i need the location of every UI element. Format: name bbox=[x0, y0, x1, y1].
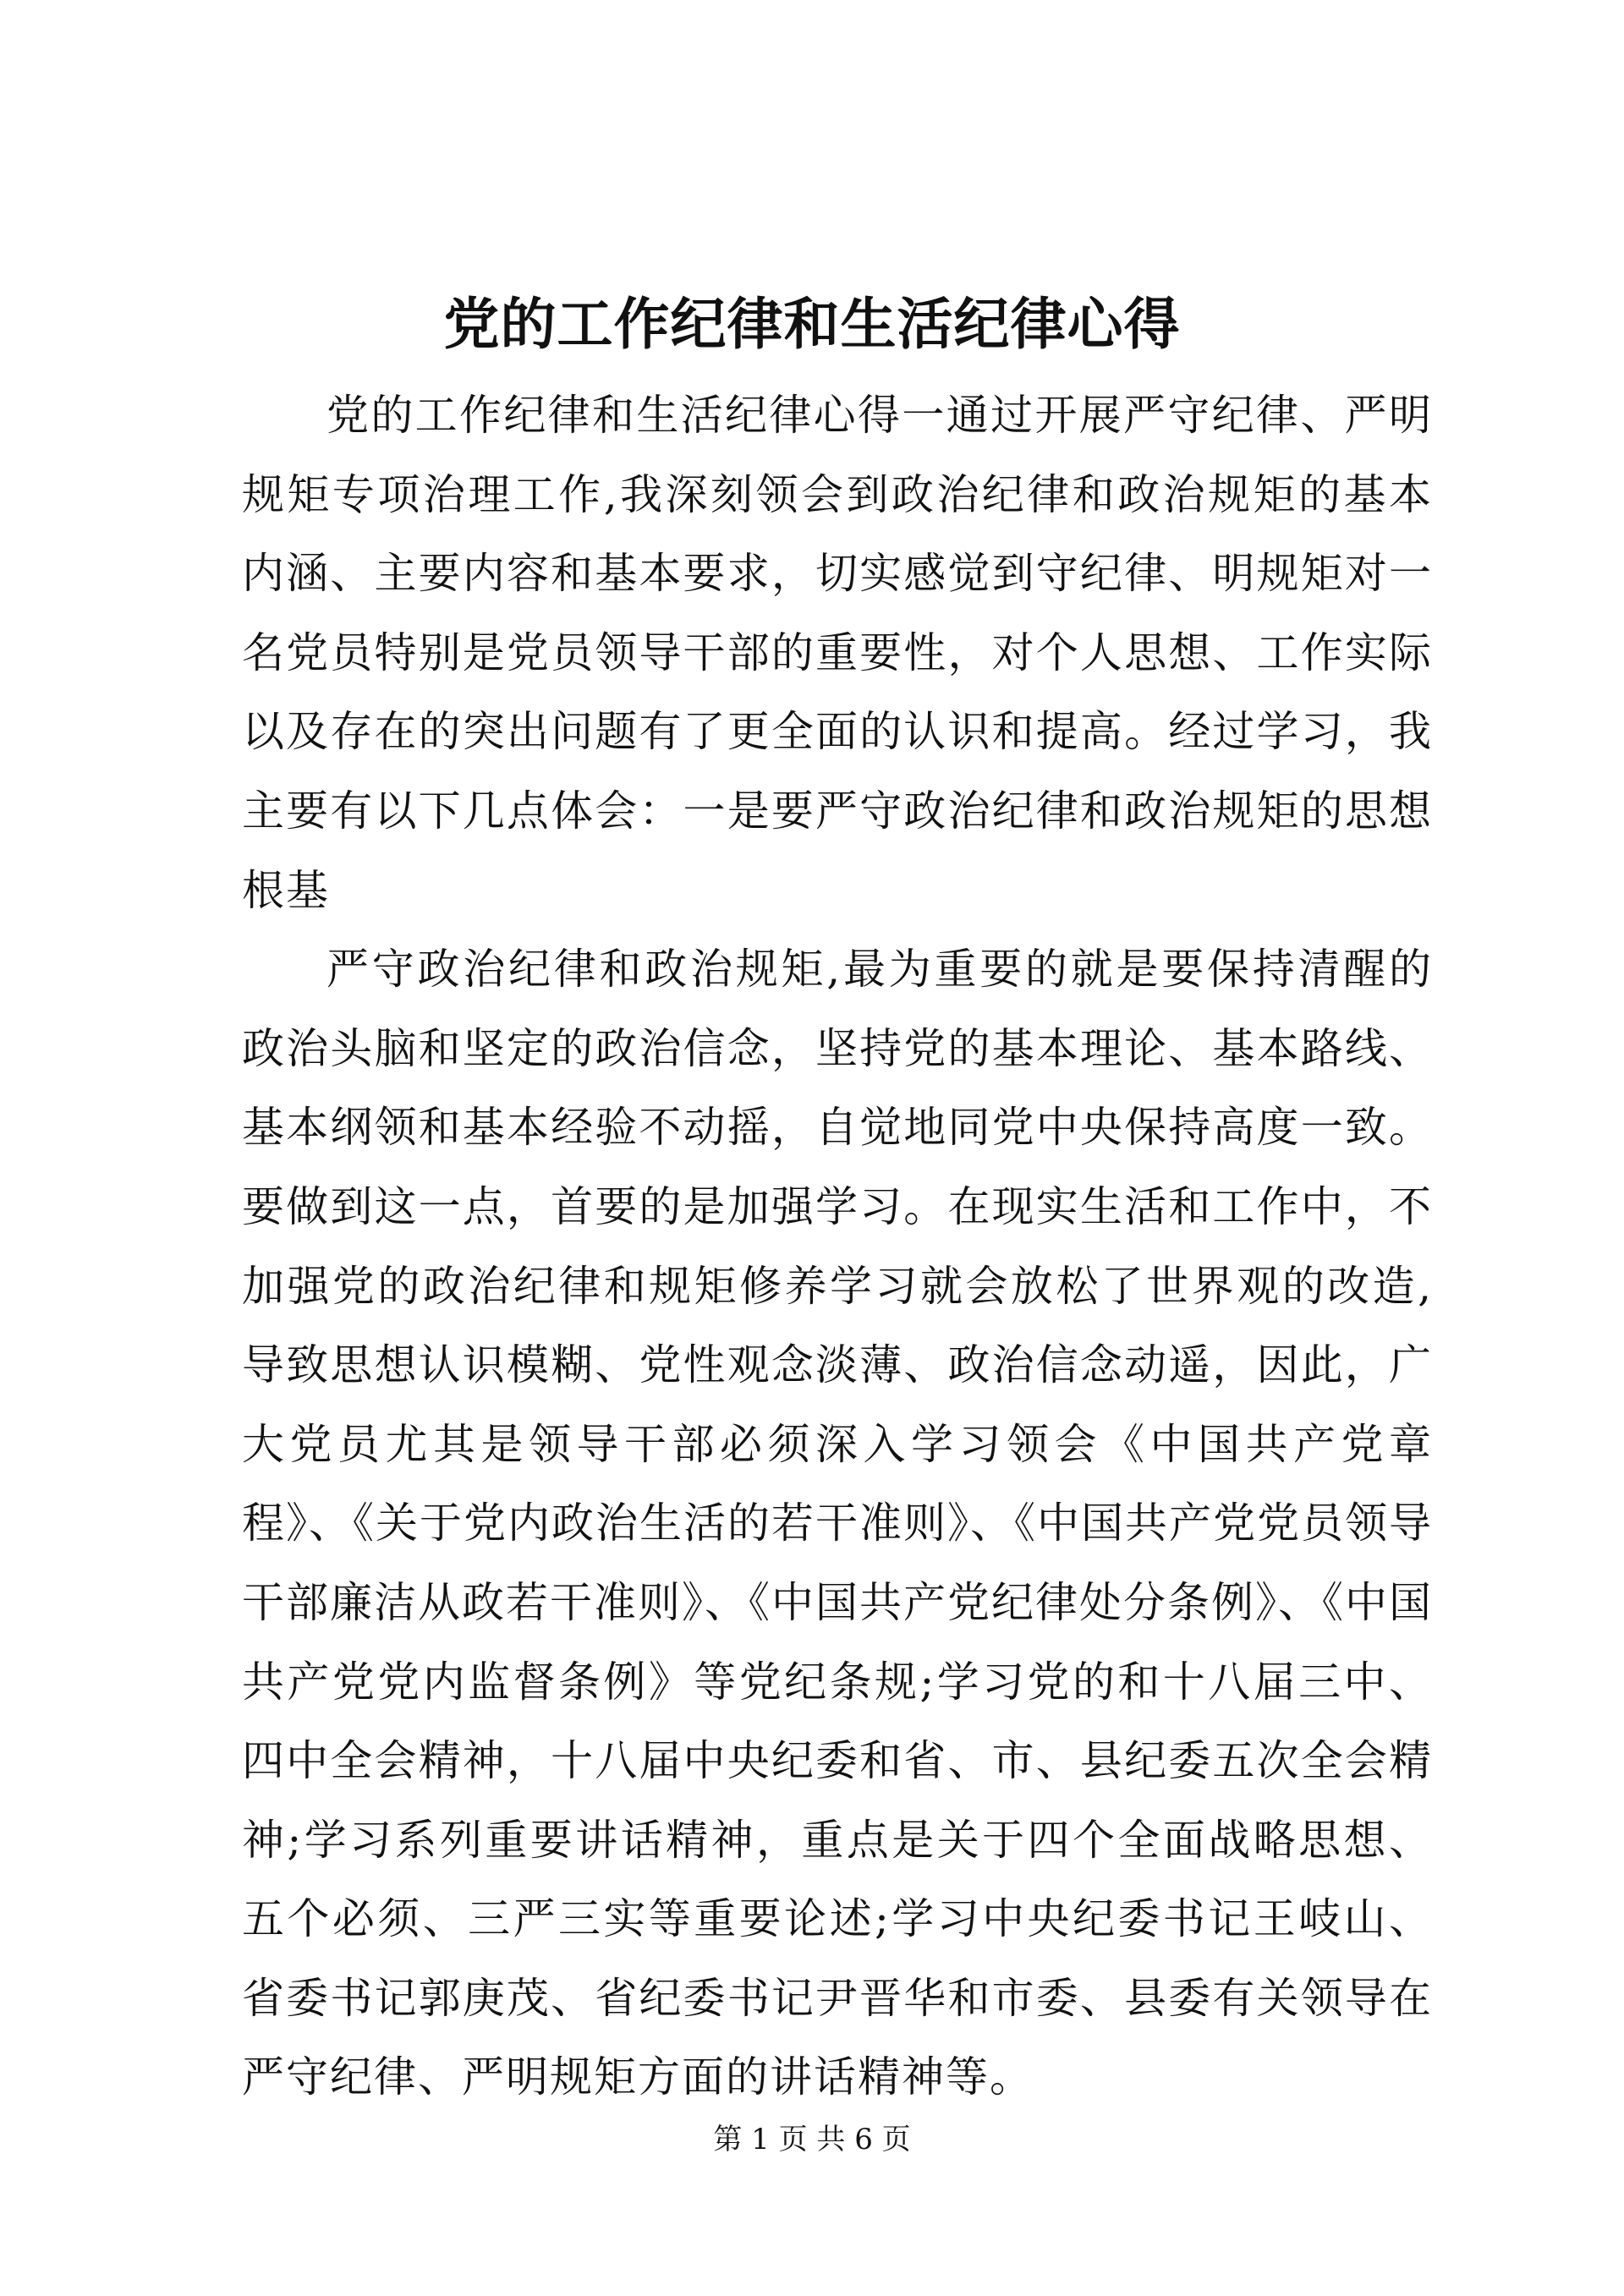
paragraph-2: 严守政治纪律和政治规矩,最为重要的就是要保持清醒的政治头脑和坚定的政治信念，坚持党的基本理论、基本路线、基本纲领和基本经验不动摇，自觉地同党中央保持高度一致。要做到这一点，首要的是加强学习。在现实生活和工作中，不加强党的政治纪律和规矩修养学习就会放松了世界观的改造,导致思想认识模糊、党性观念淡薄、政治信念动遥，因此，广大党员尤其是领导干部必须深入学习领会《中国共产党章程》、《关于党内政治生活的若干准则》、《中国共产党党员领导干部廉洁从政若干准则》、《中国共产党纪律处分条例》、《中国共产党党内监督条例》等党纪条规;学习党的和十八届三中、四中全会精神，十八届中央纪委和省、市、县纪委五次全会精神;学习系列重要讲话精神，重点是关于四个全面战略思想、五个必须、三严三实等重要论述;学习中央纪委书记王岐山、省委书记郭庚茂、省纪委书记尹晋华和市委、县委有关领导在严守纪律、严明规矩方面的讲话精神等。 bbox=[242, 945, 1433, 2102]
page-footer: 第 1 页 共 6 页 bbox=[713, 2123, 911, 2156]
document-body bbox=[242, 376, 1433, 2118]
paragraph-1: 党的工作纪律和生活纪律心得一通过开展严守纪律、严明规矩专项治理工作,我深刻领会到政治纪律和政治规矩的基本内涵、主要内容和基本要求，切实感觉到守纪律、明规矩对一名党员特别是党员领导干部的重要性，对个人思想、工作实际以及存在的突出问题有了更全面的认识和提高。经过学习，我主要有以下几点体会：一是要严守政治纪律和政治规矩的思想根基 bbox=[242, 391, 1433, 915]
document-title: 党的工作纪律和生活纪律心得 bbox=[443, 291, 1181, 357]
